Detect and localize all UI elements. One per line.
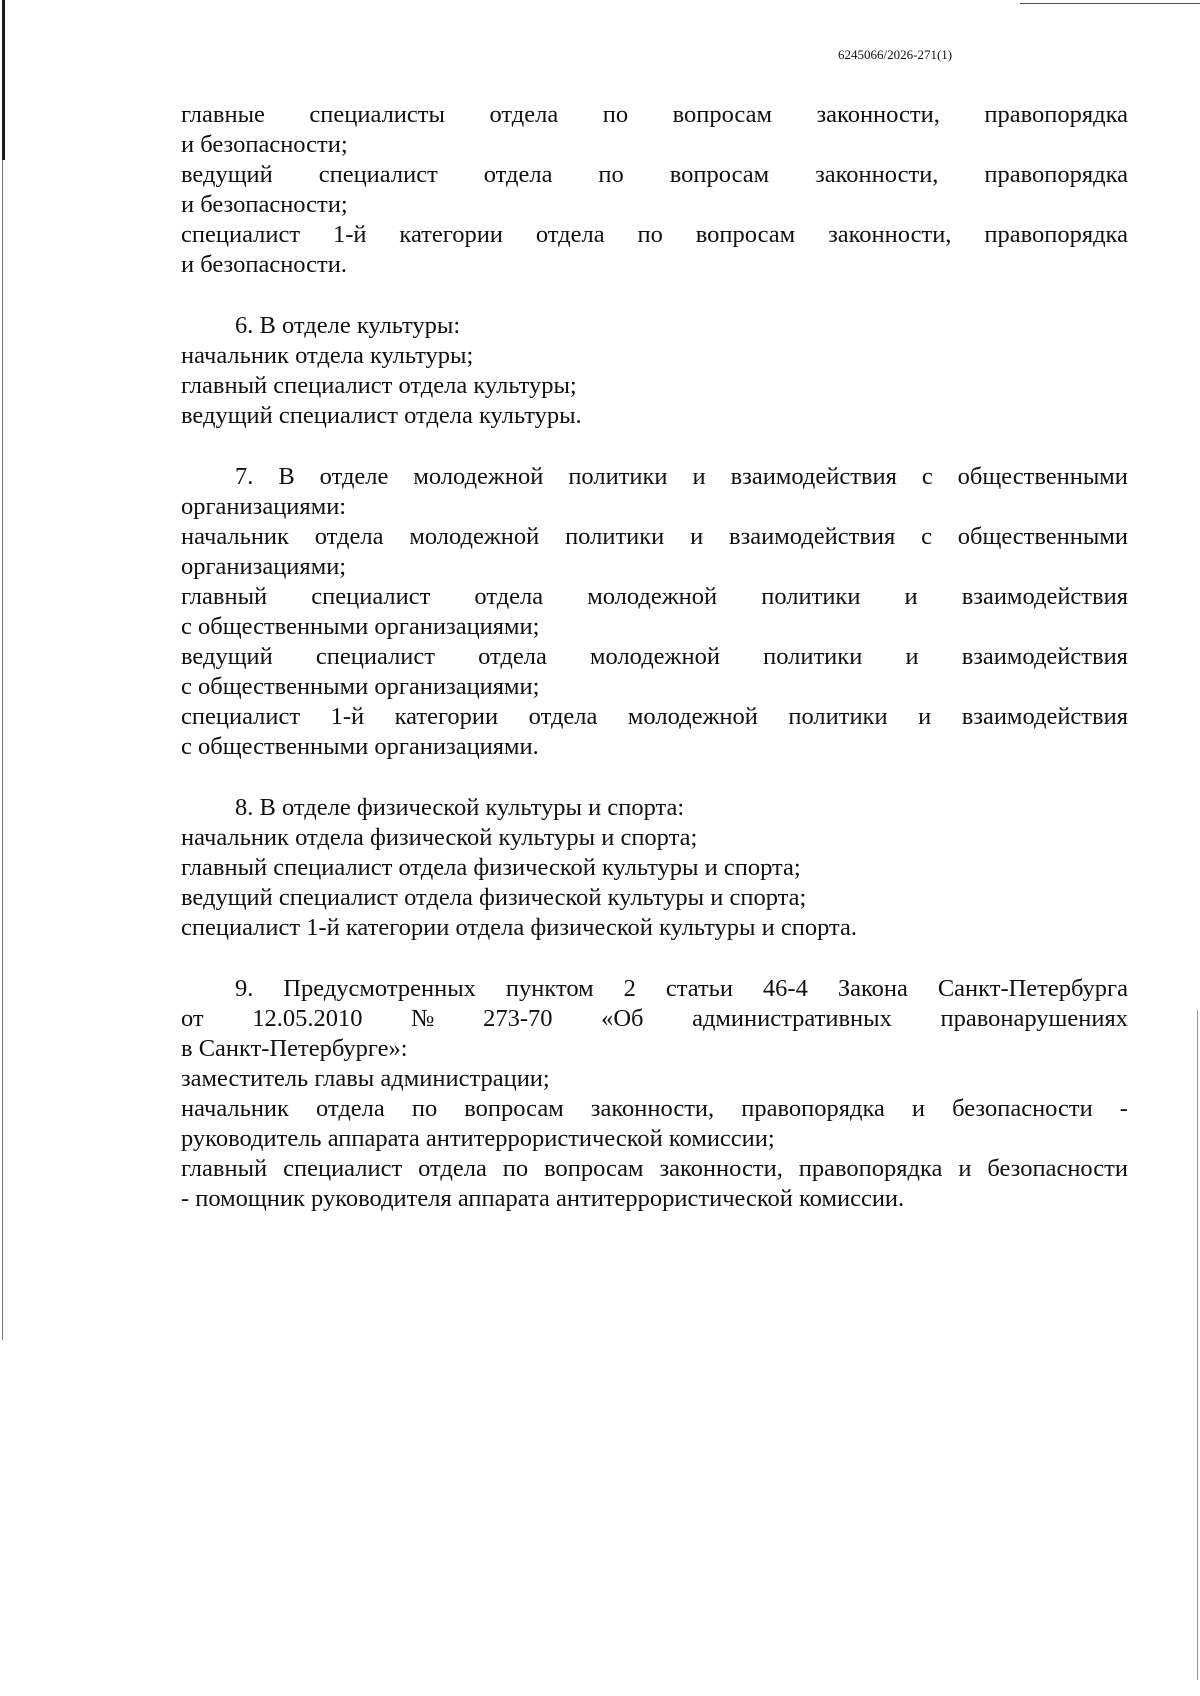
word: и	[918, 703, 932, 730]
word: вопросам	[695, 221, 796, 248]
text-line: организациями;	[181, 553, 347, 580]
text-line: главный специалист отдела физической культуры и спорта;	[181, 854, 801, 881]
word: специалист	[311, 583, 431, 610]
word: вопросам	[672, 101, 772, 128]
word: 273-70	[483, 1005, 553, 1032]
text-line: и безопасности;	[181, 131, 348, 158]
text-line: 6. В отделе культуры:	[235, 312, 461, 339]
paragraph	[181, 100, 1128, 280]
paragraph	[181, 793, 1128, 943]
word: законности,	[828, 221, 952, 248]
word: молодежной	[413, 463, 544, 490]
word: правопорядка	[984, 161, 1128, 188]
text-line	[181, 1004, 1128, 1034]
text-line	[181, 642, 1128, 672]
word: законности,	[816, 101, 940, 128]
word: отдела	[478, 643, 547, 670]
word: отдела	[316, 1095, 385, 1122]
word: безопасности	[952, 1095, 1093, 1122]
word: политики	[568, 463, 668, 490]
word: законности,	[659, 1155, 783, 1182]
text-line: начальник отдела культуры;	[181, 342, 474, 369]
word: по	[602, 101, 629, 128]
word: отдела	[528, 703, 598, 730]
word: взаимодействия	[961, 643, 1128, 670]
word: 1-й	[332, 221, 367, 248]
document-body	[181, 100, 1128, 1214]
word: по	[637, 221, 663, 248]
word: статьи	[665, 975, 733, 1002]
text-line	[181, 702, 1128, 732]
word: правопорядка	[798, 1155, 943, 1182]
word: отдела	[314, 523, 384, 550]
paragraph	[181, 462, 1128, 762]
word: и	[904, 583, 918, 610]
text-line: руководитель аппарата антитеррористической комиссии;	[181, 1125, 775, 1152]
word: молодежной	[627, 703, 758, 730]
paragraph	[181, 311, 1128, 431]
word: молодежной	[409, 523, 540, 550]
word: законности,	[590, 1095, 715, 1122]
word: правопорядка	[741, 1095, 885, 1122]
word: политики	[788, 703, 888, 730]
text-line: заместитель главы администрации;	[181, 1065, 550, 1092]
text-line: и безопасности.	[181, 251, 347, 278]
text-line: 8. В отделе физической культуры и спорта:	[235, 794, 685, 821]
word: отдела	[474, 583, 544, 610]
word: главный	[181, 1155, 268, 1182]
word: правопорядка	[984, 221, 1128, 248]
text-line: с общественными организациями;	[181, 613, 540, 640]
text-line: ведущий специалист отдела культуры.	[181, 402, 582, 429]
word: Предусмотренных	[283, 975, 476, 1002]
word: 12.05.2010	[252, 1005, 363, 1032]
paragraph-gap	[181, 762, 1128, 793]
text-line: с общественными организациями.	[181, 733, 539, 760]
word: вопросам	[544, 1155, 644, 1182]
word: общественными	[957, 523, 1128, 550]
text-line	[181, 220, 1128, 250]
word: специалист	[318, 161, 438, 188]
word: специалист	[283, 1155, 403, 1182]
word: по	[598, 161, 624, 188]
word: административных	[692, 1005, 892, 1032]
text-line: в Санкт-Петербурге»:	[181, 1035, 408, 1062]
text-line: с общественными организациями;	[181, 673, 540, 700]
word: политики	[565, 523, 665, 550]
text-line: и безопасности;	[181, 191, 348, 218]
word: пунктом	[505, 975, 594, 1002]
word: «Об	[601, 1005, 644, 1032]
word: 9.	[235, 975, 254, 1002]
word: специалист	[181, 221, 301, 248]
scan-edge-mark	[2, 160, 3, 1340]
word: 1-й	[330, 703, 365, 730]
word: взаимодействия	[961, 703, 1128, 730]
text-line	[181, 100, 1128, 130]
word: отделе	[319, 463, 389, 490]
word: отдела	[418, 1155, 487, 1182]
word: 46-4	[762, 975, 808, 1002]
word: ведущий	[181, 161, 273, 188]
word: специалист	[315, 643, 435, 670]
word: -	[1119, 1095, 1128, 1122]
scan-edge-mark	[1197, 1010, 1198, 1680]
word: главный	[181, 583, 268, 610]
word: ведущий	[181, 643, 273, 670]
paragraph-gap	[181, 943, 1128, 974]
word: правопорядка	[984, 101, 1128, 128]
text-line	[181, 1094, 1128, 1124]
word: и	[905, 643, 919, 670]
text-line: - помощник руководителя аппарата антитеррористической комиссии.	[181, 1185, 905, 1212]
word: молодежной	[587, 583, 718, 610]
scan-edge-mark	[1020, 3, 1200, 4]
word: 2	[623, 975, 636, 1002]
text-line: специалист 1-й категории отдела физической культуры и спорта.	[181, 914, 858, 941]
paragraph	[181, 974, 1128, 1214]
paragraph-gap	[181, 280, 1128, 311]
word: общественными	[957, 463, 1128, 490]
word: №	[411, 1005, 435, 1032]
word: и	[911, 1095, 926, 1122]
word: отдела	[483, 161, 553, 188]
text-line	[181, 160, 1128, 190]
word: отдела	[489, 101, 559, 128]
word: и	[690, 523, 704, 550]
text-line: организациями:	[181, 493, 347, 520]
word: вопросам	[669, 161, 770, 188]
word: взаимодействия	[729, 523, 896, 550]
text-line	[181, 522, 1128, 552]
word: и	[958, 1155, 972, 1182]
word: категории	[394, 703, 499, 730]
scan-edge-mark	[2, 0, 5, 160]
word: безопасности	[987, 1155, 1128, 1182]
text-line: ведущий специалист отдела физической культуры и спорта;	[181, 884, 807, 911]
word: отдела	[535, 221, 605, 248]
word: В	[278, 463, 295, 490]
word: и	[692, 463, 706, 490]
text-line	[181, 1154, 1128, 1184]
word: категории	[399, 221, 503, 248]
word: политики	[763, 643, 863, 670]
word: политики	[761, 583, 861, 610]
word: главные	[181, 101, 265, 128]
word: с	[921, 523, 932, 550]
document-number: 6245066/2026-271(1)	[838, 47, 953, 62]
word: вопросам	[464, 1095, 564, 1122]
word: специалисты	[309, 101, 445, 128]
word: правонарушениях	[940, 1005, 1128, 1032]
paragraph-gap	[181, 431, 1128, 462]
word: специалист	[181, 703, 301, 730]
word: от	[181, 1005, 204, 1032]
word: молодежной	[590, 643, 720, 670]
word: по	[411, 1095, 438, 1122]
word: начальник	[181, 523, 289, 550]
word: 7.	[235, 463, 254, 490]
word: по	[502, 1155, 529, 1182]
text-line	[181, 582, 1128, 612]
word: с	[921, 463, 933, 490]
text-line: начальник отдела физической культуры и спорта;	[181, 824, 698, 851]
word: Закона	[837, 975, 908, 1002]
text-line	[181, 462, 1128, 492]
word: начальник	[181, 1095, 289, 1122]
word: взаимодействия	[961, 583, 1128, 610]
text-line: главный специалист отдела культуры;	[181, 372, 577, 399]
word: законности,	[815, 161, 939, 188]
text-line	[181, 974, 1128, 1004]
word: Санкт-Петербурга	[937, 975, 1128, 1002]
word: взаимодействия	[730, 463, 897, 490]
